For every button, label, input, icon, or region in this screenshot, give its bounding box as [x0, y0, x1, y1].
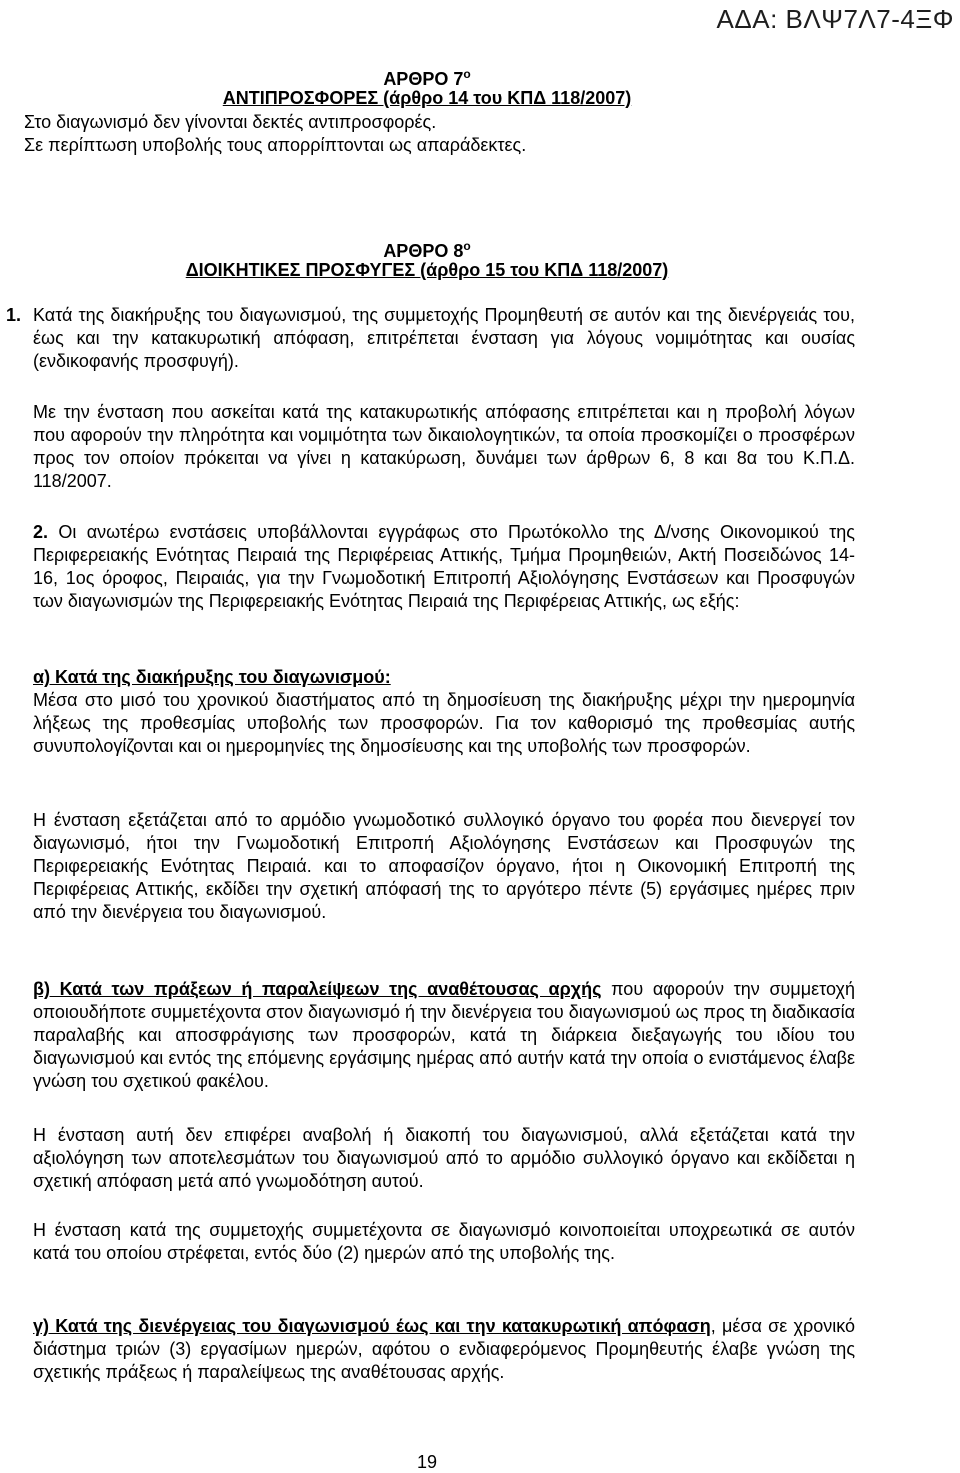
section-a-paragraph-2: Η ένσταση εξετάζεται από το αρμόδιο γνωμοδοτικό συλλογικό όργανο του φορέα που διενεργεί τον διαγωνισμό, ήτοι την Γνωμοδοτική Επιτροπή Αξιολόγησης Ενστάσεων και Προσφυγών της Περιφερειακής Ενότητας Πειραιά. και το αποφασίζον όργανο, ήτοι η Οικονομική Επιτροπή της Περιφέρειας Αττικής, εκδίδει την σχετική απόφασή της το αργότερο πέντε (5) εργάσιμες ημέρες πριν από την διενέργεια του διαγωνισμού. — [33, 810, 855, 922]
article-7-line-1: Στο διαγωνισμό δεν γίνονται δεκτές αντιπροσφορές. — [24, 112, 437, 132]
paragraph-1: Κατά της διακήρυξης του διαγωνισμού, της συμμετοχής Προμηθευτή σε αυτόν και της διενέργειάς του, έως και την κατακυρωτική απόφαση, επιτρέπεται ένσταση για λόγους νομιμότητας και ουσίας (ενδικοφανής προσφυγή). — [33, 305, 855, 371]
section-b-paragraph-1: β) Κατά των πράξεων ή παραλείψεων της αναθέτουσας αρχής που αφορούν την συμμετοχή οποιουδήποτε συμμετέχοντα στον διαγωνισμό ή την διενέργεια του διαγωνισμού ως προς τη διαδικασία παραλαβής και αποσφράγισης των προσφορών, κατά τη διάρκεια διεξαγωγής του ιδίου του διαγωνισμού και εντός της επόμενης εργάσιμης ημέρας από αυτήν κατά την οποία ο ενιστάμενος έλαβε γνώση του σχετικού φακέλου. — [33, 979, 856, 1091]
paragraph-2: Με την ένσταση που ασκείται κατά της κατακυρωτικής απόφασης επιτρέπεται και η προβολή λόγων που αφορούν την πληρότητα και νομιμότητα των δικαιολογητικών, τα οποία προσκομίζει ο προσφέρων προς τον οποίον πρόκειται να γίνει η κατακύρωση, δυνάμει των άρθρων 6, 8 και 8α του Κ.Π.Δ. 118/2007. — [33, 402, 855, 491]
section-a-paragraph-1: Μέσα στο μισό του χρονικού διαστήματος από τη δημοσίευση της διακήρυξης μέχρι την ημερομηνία λήξεως της προθεσμίας υποβολής των προσφορών. Για τον καθορισμό της προθεσμίας αυτής συνυπολογίζονται και οι ημερομηνίες της δημοσίευσης και της υποβολής των προσφορών. — [33, 690, 855, 756]
article-7-subheading: ΑΝΤΙΠΡΟΣΦΟΡΕΣ (άρθρο 14 του ΚΠΔ 118/2007) — [222, 88, 632, 108]
section-b-paragraph-2: Η ένσταση αυτή δεν επιφέρει αναβολή ή διακοπή του διαγωνισμού, αλλά εξετάζεται κατά την αξιολόγηση των αποτελεσμάτων του διαγωνισμού από το αρμόδιο συλλογικό όργανο και εκδίδεται η σχετική απόφαση μετά από γνωμοδότηση αυτού. — [33, 1125, 855, 1191]
paragraph-1-number: 1. — [6, 305, 22, 325]
section-c-title: γ) Κατά της διενέργειας του διαγωνισμού έως και την κατακυρωτική απόφαση — [33, 1316, 711, 1336]
paragraph-3: 2. Οι ανωτέρω ενστάσεις υποβάλλονται εγγράφως στο Πρωτόκολλο της Δ/νσης Οικονομικού της Περιφερειακής Ενότητας Πειραιά της Περιφέρειας Αττικής, Τμήμα Προμηθειών, Ακτή Ποσειδώνος 14-16, 1ος όροφος, Πειραιάς, για την Γνωμοδοτική Επιτροπή Αξιολόγησης Ενστάσεων και Προσφυγών των διαγωνισμών της Περιφερειακής Ενότητας Πειραιά της Περιφέρειας Αττικής, ως εξής: — [33, 522, 855, 611]
ada-code: ΑΔΑ: ΒΛΨ7Λ7-4ΞΦ — [716, 4, 954, 34]
section-b-paragraph-3: Η ένσταση κατά της συμμετοχής συμμετέχοντα σε διαγωνισμό κοινοποιείται υποχρεωτικά σε αυτόν κατά του οποίου στρέφεται, εντός δύο (2) ημερών από της υποβολής της. — [33, 1220, 855, 1263]
section-a-title: α) Κατά της διακήρυξης του διαγωνισμού: — [33, 667, 391, 687]
page-number: 19 — [416, 1452, 438, 1472]
paragraph-3-number: 2. — [33, 522, 49, 542]
article-7-line-2: Σε περίπτωση υποβολής τους απορρίπτονται ως απαράδεκτες. — [24, 135, 527, 155]
article-8-subheading: ΔΙΟΙΚΗΤΙΚΕΣ ΠΡΟΣΦΥΓΕΣ (άρθρο 15 του ΚΠΔ 118/2007) — [185, 260, 669, 280]
section-b-title: β) Κατά των πράξεων ή παραλείψεων της αναθέτουσας αρχής — [33, 979, 602, 999]
article-8-heading: ΑΡΘΡΟ $8^o$ — [383, 239, 471, 261]
section-c-paragraph: γ) Κατά της διενέργειας του διαγωνισμού έως και την κατακυρωτική απόφαση, μέσα σε χρονικό διάστημα τριών (3) εργασίμων ημερών, αφότου ο ενδιαφερόμενος Προμηθευτής έλαβε γνώση της σχετικής πράξεως ή παραλείψεως της αναθέτουσας αρχής. — [33, 1316, 856, 1382]
article-7-heading: ΑΡΘΡΟ $7^o$ — [383, 67, 471, 89]
